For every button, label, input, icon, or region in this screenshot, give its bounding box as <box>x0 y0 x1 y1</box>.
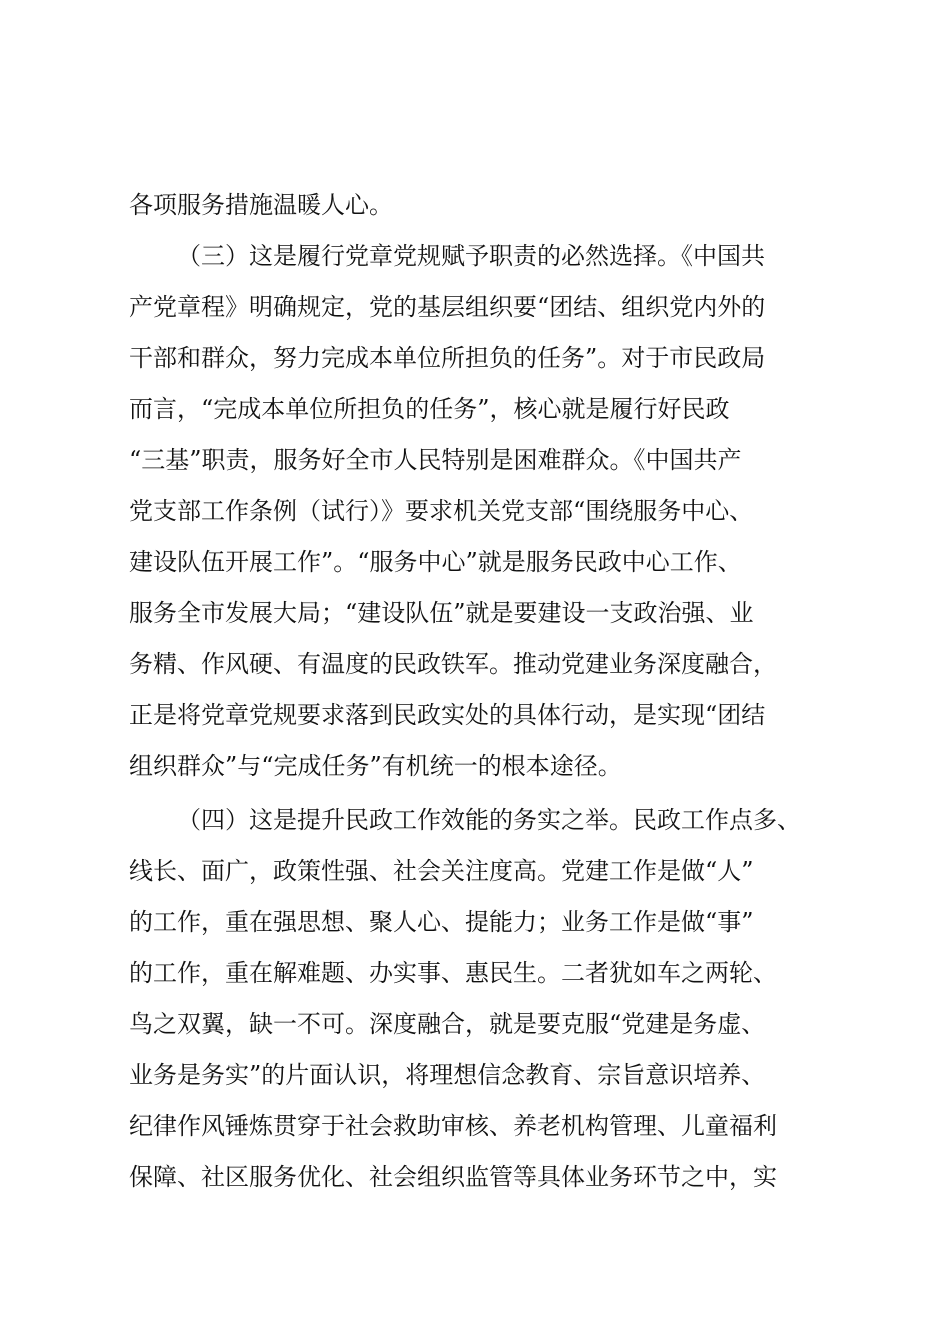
text-line: 各项服务措施温暖人心。 <box>129 191 393 219</box>
paragraph-heading-3: （三）这是履行党章党规赋予职责的必然选择。《中国共 <box>177 242 765 270</box>
text-line: 而言，“完成本单位所担负的任务”，核心就是履行好民政 <box>129 395 730 423</box>
text-line: 党支部工作条例（试行）》要求机关党支部“围绕服务中心、 <box>129 497 754 525</box>
text-line: 干部和群众，努力完成本单位所担负的任务”。对于市民政局 <box>129 344 766 372</box>
paragraph-heading-4: （四）这是提升民政工作效能的务实之举。民政工作点多、 <box>177 806 801 834</box>
text-line: 业务是务实”的片面认识，将理想信念教育、宗旨意识培养、 <box>129 1061 766 1089</box>
text-line: “三基”职责，服务好全市人民特别是困难群众。《中国共产 <box>129 446 742 474</box>
text-line: 建设队伍开展工作”。“服务中心”就是服务民政中心工作、 <box>129 548 742 576</box>
text-line: 产党章程》明确规定，党的基层组织要“团结、组织党内外的 <box>129 293 766 321</box>
text-line: 组织群众”与“完成任务”有机统一的根本途径。 <box>129 752 622 780</box>
text-line: 线长、面广，政策性强、社会关注度高。党建工作是做“人” <box>129 857 754 885</box>
text-line: 服务全市发展大局；“建设队伍”就是要建设一支政治强、业 <box>129 599 754 627</box>
text-line: 正是将党章党规要求落到民政实处的具体行动，是实现“团结 <box>129 701 766 729</box>
text-line: 保障、社区服务优化、社会组织监管等具体业务环节之中，实 <box>129 1163 777 1191</box>
text-line: 鸟之双翼，缺一不可。深度融合，就是要克服“党建是务虚、 <box>129 1010 766 1038</box>
text-line: 务精、作风硬、有温度的民政铁军。推动党建业务深度融合， <box>129 650 777 678</box>
text-line: 的工作，重在强思想、聚人心、提能力；业务工作是做“事” <box>129 908 754 936</box>
text-line: 纪律作风锤炼贯穿于社会救助审核、养老机构管理、儿童福利 <box>129 1112 777 1140</box>
text-line: 的工作，重在解难题、办实事、惠民生。二者犹如车之两轮、 <box>129 959 777 987</box>
